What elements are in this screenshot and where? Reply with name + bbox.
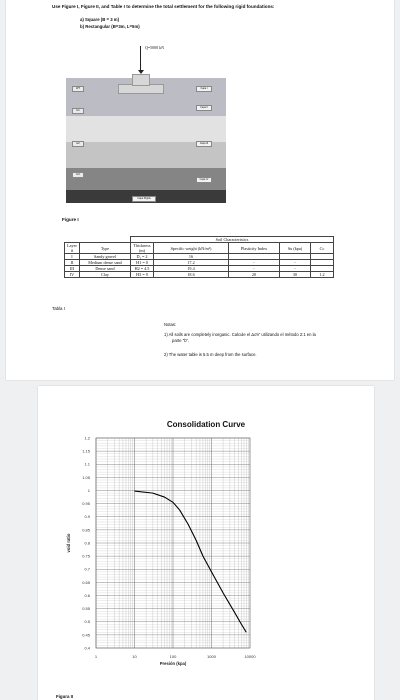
cell: H3 = 9 [131,272,154,278]
y-tick-label: 0.75 [82,553,90,559]
y-tick-label: 1.05 [82,474,90,480]
cell: Sandy gravel [80,254,131,260]
cell: D₁ = 2 [131,254,154,260]
y-tick-label: 0.55 [82,606,90,612]
cell: III [65,266,80,272]
col-header-thickness: Thickness (m) [131,243,154,254]
cell: H1 = 0 [131,260,154,266]
tag-capa-rigida: Capa Rígida [132,196,156,202]
cell: - [280,260,311,266]
col-header-specific-weight: Specific weight (kN/m³) [154,243,229,254]
y-tick-label: 0.7 [84,566,90,572]
y-tick-label: 0.65 [82,579,90,585]
y-tick-label: 1.1 [84,461,90,467]
cell: 16 [154,254,229,260]
x-tick-label: 1 [94,654,98,659]
cell: - [280,266,311,272]
y-tick-label: 0.6 [84,592,90,598]
y-tick-label: 0.8 [84,540,90,546]
tag-wt: WT [72,86,84,92]
col-header-plasticity: Plasticity Index [229,243,280,254]
y-tick-label: 1.2 [84,435,90,441]
cell: - [229,266,280,272]
y-tick-label: 1.15 [82,448,90,454]
y-tick-label: 0.45 [82,632,90,638]
figure-2-label: Figura II [56,694,74,699]
tag-h3: H3 [72,172,84,178]
soil-characteristics-table [64,236,334,278]
notes-title: Notas: [164,322,177,327]
cell: - [229,260,280,266]
x-tick-label: 10000 [244,654,256,659]
table-caption: Tabla I [52,306,65,311]
col-header-su: Su (kpa) [280,243,311,254]
x-axis-label: Presión (kpa) [159,661,187,666]
footing-column-overlay [132,74,150,86]
y-tick-label: 0.95 [82,501,90,507]
x-tick-label: 100 [169,654,177,659]
chart-title: Consolidation Curve [166,420,246,429]
figure-1-label: Figure I [62,217,79,222]
cell: I [65,254,80,260]
tag-capa-4: Capa IV [196,177,212,183]
note-2: 2) The water table is 5.5 m deep from the surface. [164,352,257,357]
y-tick-label: 1 [87,487,90,493]
page-one [6,0,394,380]
tag-h2: H2 [72,141,84,147]
y-tick-label: 0.5 [84,619,90,625]
col-header-layer: Layer # [65,243,80,254]
cell: Clay [80,272,131,278]
x-tick-label: 10 [132,654,137,659]
note-1: 1) All soils are completely inorganic. Calcule el ΔσV' utilizando el método 2:1 en la [164,332,316,337]
cell: IV [65,272,80,278]
x-tick-label: 1000 [207,654,216,659]
item-square: a) Square (B = 3 m) [80,17,120,22]
cell: Medium dense sand [80,260,131,266]
soil-layer-2 [66,116,226,142]
consolidation-chart [38,386,374,700]
tag-capa-3: Capa III [196,141,212,147]
y-tick-label: 0.9 [84,514,90,520]
table-group-header: Soil Characteristics [131,237,334,243]
instruction-text: Use Figure I, Figure II, and Table I to determine the total settlement for the following rigid foundations: [52,4,275,9]
soil-profile-figure [66,45,226,203]
load-arrow [140,46,141,72]
y-tick-label: 0.4 [84,645,90,651]
page-two [38,386,374,700]
cell: 17.2 [154,260,229,266]
item-rectangular: b) Rectangular (B=3m, L=5m) [80,24,140,29]
cell: 1.2 [311,272,334,278]
table-row [65,272,334,278]
y-axis-label: void ratio [66,533,71,553]
cell: 19.4 [154,266,229,272]
cell: 18.6 [154,272,229,278]
tag-h1: H1 [72,108,84,114]
col-header-cc: Cc [311,243,334,254]
cell: 20 [229,272,280,278]
note-1-cont: parte "b". [172,338,190,343]
cell: II [65,260,80,266]
tag-capa-1: Capa I [196,86,212,92]
load-label: Q=5000 kN [145,45,165,50]
col-header-type: Type [80,243,131,254]
cell: H2 = 4.5 [131,266,154,272]
cell: 30 [280,272,311,278]
y-tick-label: 0.85 [82,527,90,533]
tag-capa-2: Capa II [196,105,212,111]
cell: Dense sand [80,266,131,272]
